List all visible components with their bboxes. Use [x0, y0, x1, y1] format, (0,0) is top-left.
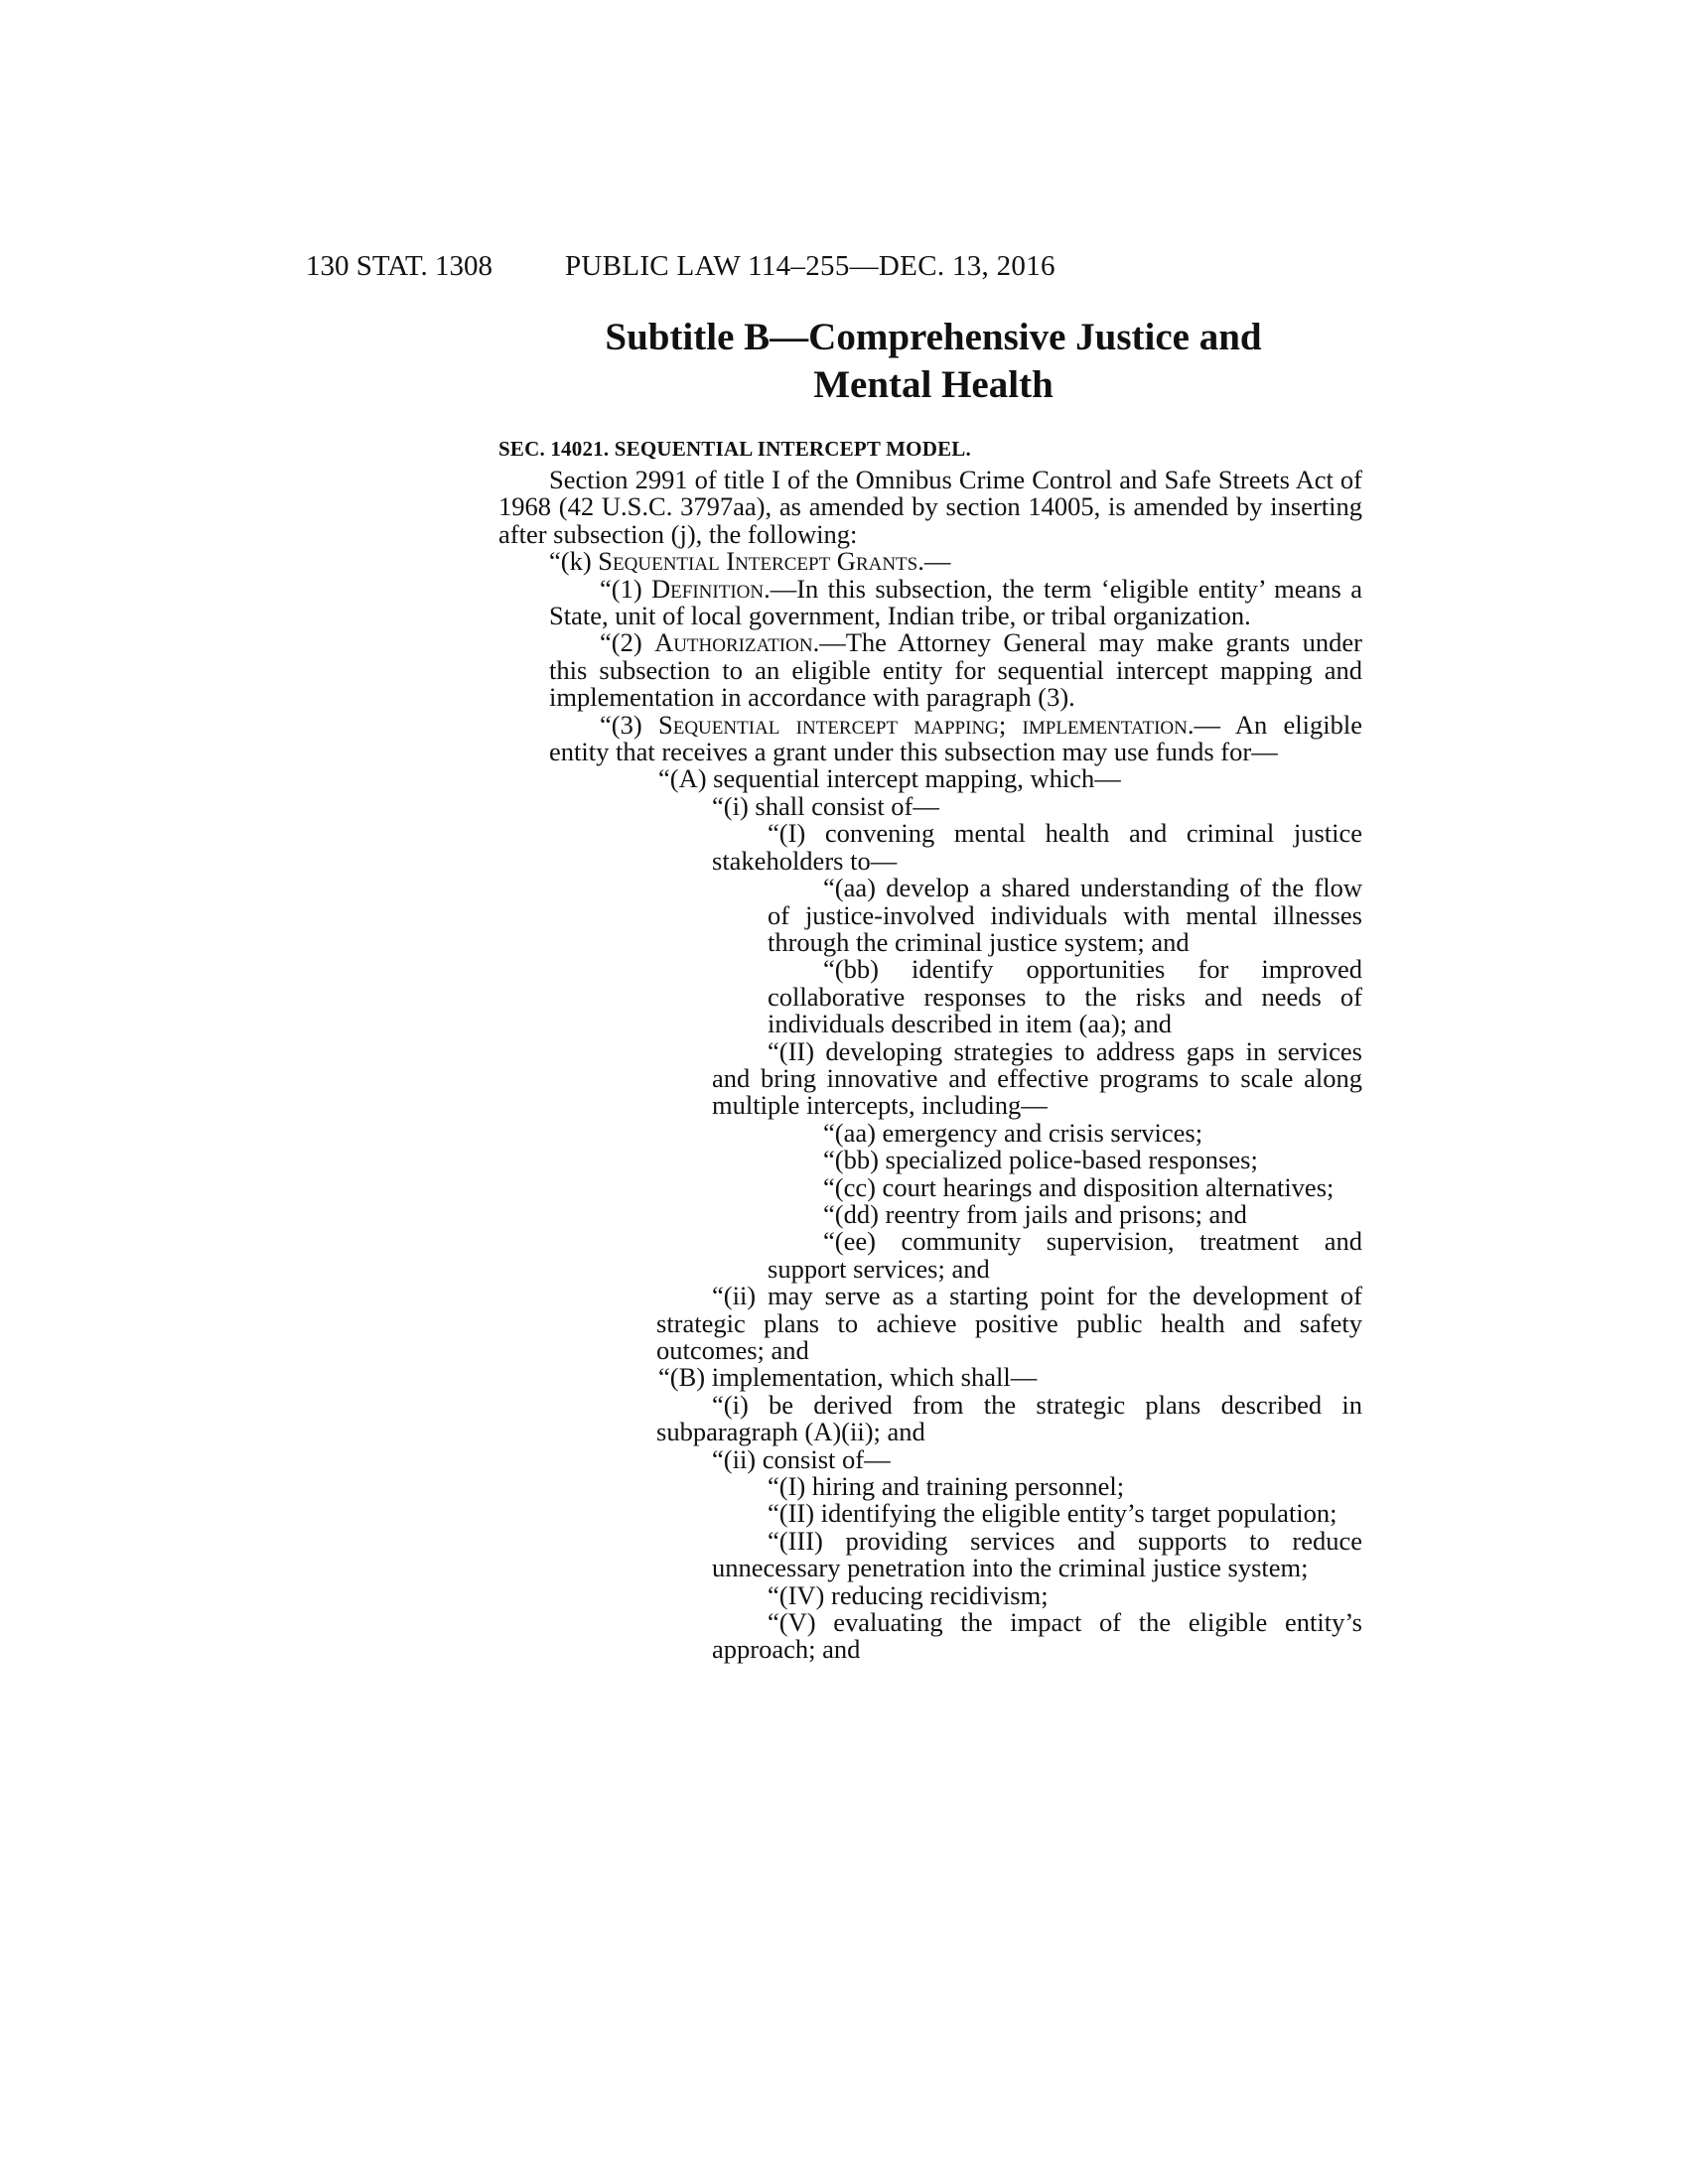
paragraph-3	[498, 709, 1363, 767]
paragraph-3-prefix: “(3)	[600, 709, 658, 740]
subparagraph-A: “(A) sequential intercept mapping, which—	[658, 763, 1121, 794]
paragraph-2-prefix: “(2)	[600, 627, 655, 658]
item-A-i-II-bb: “(bb) specialized police-based responses;	[823, 1145, 1258, 1175]
clause-A-ii: “(ii) may serve as a starting point for the development of strategic plans to achieve positive public health and safety outcomes; and	[656, 1281, 1362, 1365]
subsection-k	[498, 548, 1362, 575]
subclause-B-ii-II: “(II) identifying the eligible entity’s target population;	[768, 1498, 1337, 1529]
section-heading: SEC. 14021. SEQUENTIAL INTERCEPT MODEL.	[498, 437, 971, 461]
subtitle-heading	[516, 314, 1350, 409]
subclause-B-ii-I: “(I) hiring and training personnel;	[768, 1471, 1125, 1502]
subsection-k-heading: Sequential Intercept Grants.	[598, 546, 924, 577]
paragraph-1-prefix: “(1)	[600, 573, 652, 604]
statute-page-reference: 130 STAT. 1308	[306, 250, 493, 282]
item-A-i-II-dd: “(dd) reentry from jails and prisons; and	[823, 1198, 1247, 1229]
paragraph-2-text: —The Attorney General may make grants under this subsection to an eligible entity for sequential intercept mapping and implementation in accordance with paragraph (3).	[549, 627, 1362, 713]
item-A-i-II-ee: “(ee) community supervision, treatment and support services; and	[768, 1226, 1362, 1284]
subtitle-line-1: Subtitle B—Comprehensive Justice and	[605, 316, 1262, 358]
subclause-A-i-I: “(I) convening mental health and criminal justice stakeholders to—	[712, 818, 1362, 876]
item-A-i-I-bb: “(bb) identify opportunities for improved collaborative responses to the risks and needs of individuals described in item (aa); and	[768, 954, 1362, 1039]
item-A-i-II-aa: “(aa) emergency and crisis services;	[823, 1117, 1203, 1148]
subsection-k-dash: —	[923, 546, 951, 577]
subclause-B-ii-III: “(III) providing services and supports to reduce unnecessary penetration into the criminal justice system;	[712, 1525, 1362, 1583]
subclause-B-ii-IV: “(IV) reducing recidivism;	[768, 1579, 1049, 1610]
section-text	[498, 467, 1362, 1664]
clause-B-ii: “(ii) consist of—	[712, 1443, 891, 1474]
subsection-k-prefix: “(k)	[549, 546, 599, 577]
intro-paragraph: Section 2991 of title I of the Omnibus Crime Control and Safe Streets Act of 1968 (42 U.S.C. 3797aa), as amended by section 14005, is amended by inserting after subsection (j), the following:	[498, 465, 1362, 549]
paragraph-3-text: — An eligible entity that receives a grant under this subsection may use funds for—	[549, 709, 1363, 767]
subclause-B-ii-V: “(V) evaluating the impact of the eligible entity’s approach; and	[712, 1607, 1362, 1665]
paragraph-1-text: —In this subsection, the term ‘eligible entity’ means a State, unit of local government, Indian tribe, or tribal organization.	[549, 573, 1362, 631]
subtitle-line-2: Mental Health	[813, 363, 1054, 406]
clause-A-i: “(i) shall consist of—	[712, 790, 939, 821]
subclause-A-i-II: “(II) developing strategies to address gaps in services and bring innovative and effective programs to scale along multiple intercepts, including—	[712, 1035, 1362, 1121]
subparagraph-B: “(B) implementation, which shall—	[658, 1362, 1038, 1393]
paragraph-1-heading: Definition.	[651, 573, 771, 604]
public-law-reference: PUBLIC LAW 114–255—DEC. 13, 2016	[565, 250, 1055, 282]
clause-B-i: “(i) be derived from the strategic plans described in subparagraph (A)(ii); and	[656, 1389, 1362, 1447]
paragraph-2	[498, 629, 1362, 711]
paragraph-2-heading: Authorization.	[654, 627, 820, 658]
item-A-i-II-cc: “(cc) court hearings and disposition alternatives;	[823, 1171, 1335, 1202]
page-header	[306, 246, 1378, 286]
item-A-i-I-aa: “(aa) develop a shared understanding of the flow of justice-involved individuals with mental illnesses through the criminal justice system; and	[768, 873, 1362, 957]
paragraph-1	[498, 573, 1362, 631]
paragraph-3-heading: Sequential intercept mapping; implementation.	[657, 709, 1195, 740]
